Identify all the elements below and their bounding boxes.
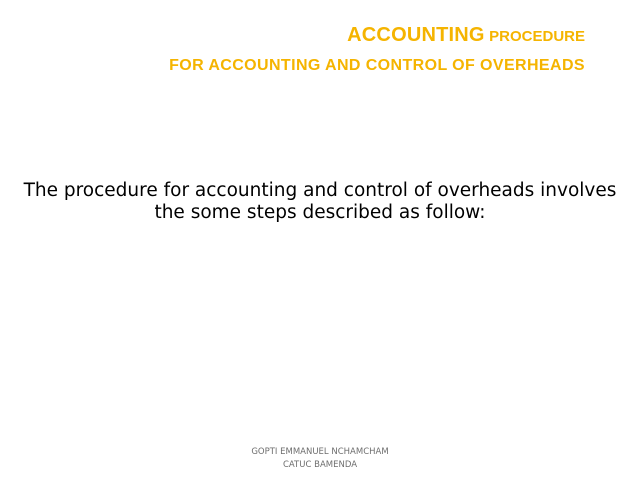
title-line-1 xyxy=(169,24,585,47)
footer-author: GOPTI EMMANUEL NCHAMCHAM xyxy=(251,447,389,457)
title-line-2: FOR ACCOUNTING AND CONTROL OF OVERHEADS xyxy=(169,57,585,74)
body-paragraph: The procedure for accounting and control of overheads involves the some steps described as follow: xyxy=(23,180,617,223)
title-word-procedure: PROCEDURE xyxy=(489,28,585,45)
title-word-accounting: ACCOUNTING xyxy=(347,24,485,46)
footer-institution: CATUC BAMENDA xyxy=(282,460,358,470)
slide-footer xyxy=(220,446,420,472)
slide-title xyxy=(169,24,585,75)
